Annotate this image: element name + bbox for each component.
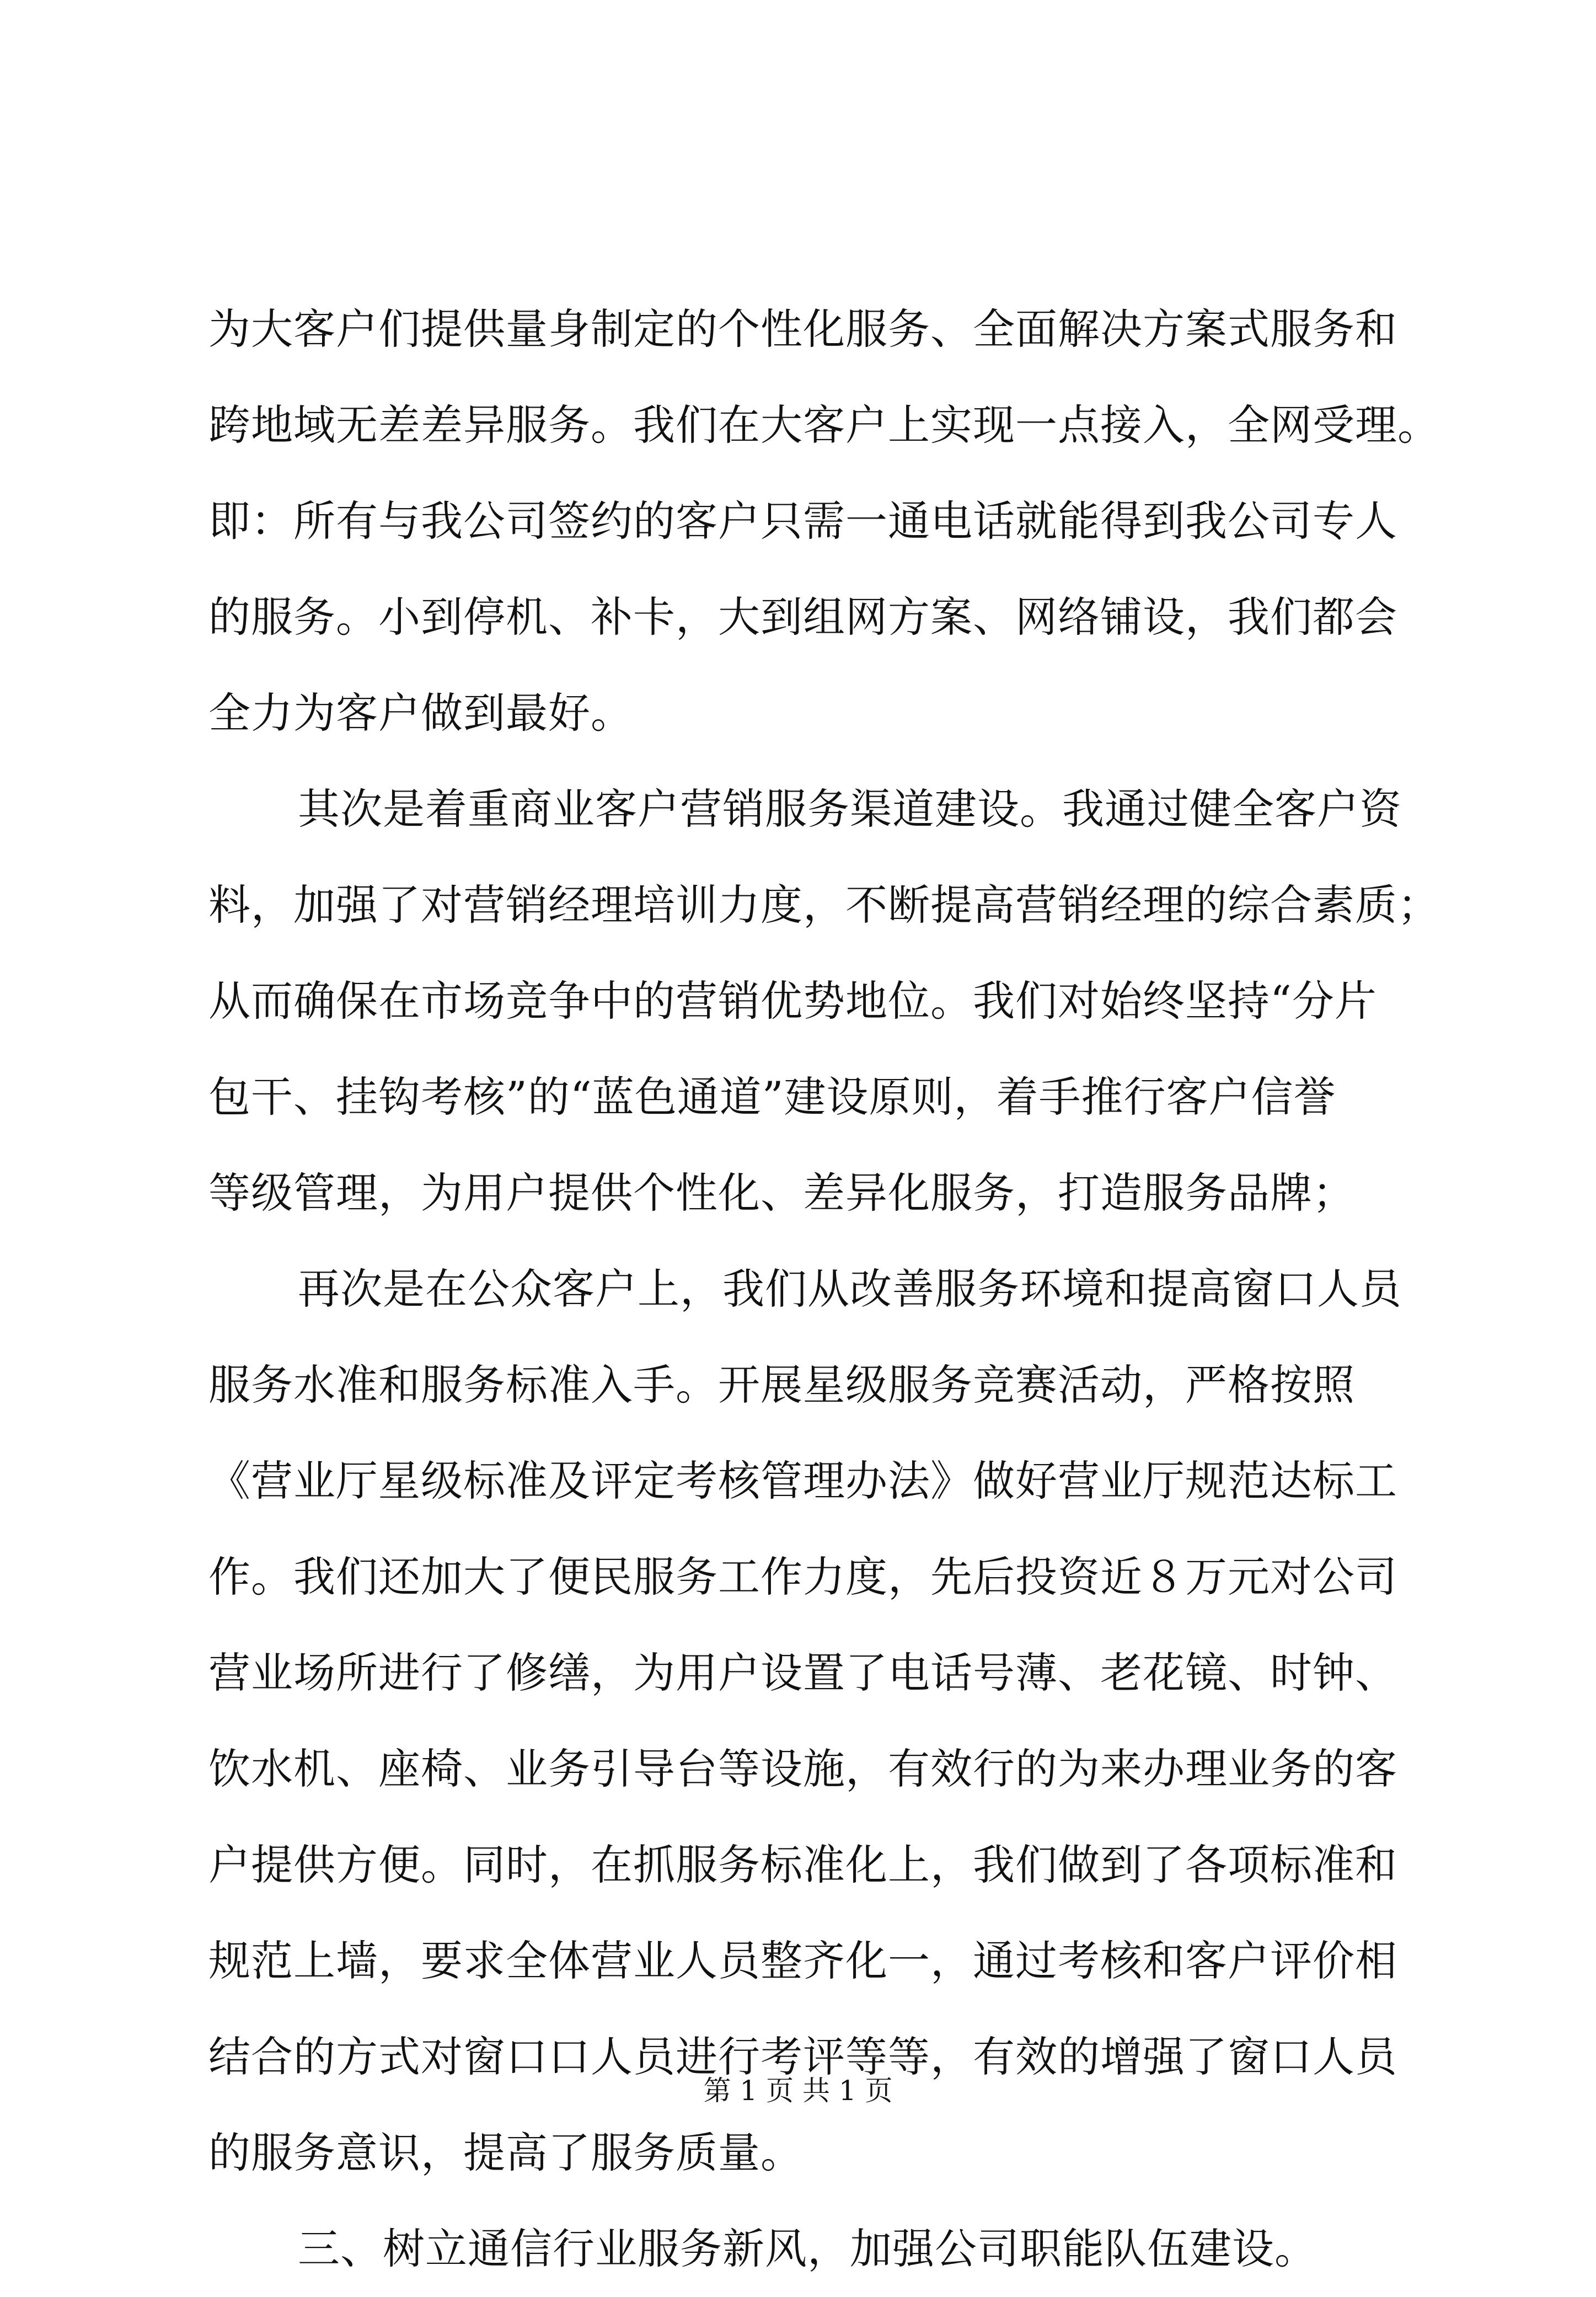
text-line: 跨地域无差差异服务。我们在大客户上实现一点接入，全网受理。 xyxy=(208,400,1440,450)
text-line: 包干、挂钩考核”的“蓝色通道”建设原则，着手推行客户信誉 xyxy=(208,1072,1336,1121)
text-line: 全力为客户做到最好。 xyxy=(208,688,633,738)
text-line: 《营业厅星级标准及评定考核管理办法》做好营业厅规范达标工 xyxy=(208,1456,1397,1505)
text-line: 户提供方便。同时，在抓服务标准化上，我们做到了各项标准和 xyxy=(208,1840,1397,1889)
page-footer: 第 1 页 共 1 页 xyxy=(703,2075,893,2107)
text-line: 的服务意识，提高了服务质量。 xyxy=(208,2128,803,2177)
text-line: 规范上墙，要求全体营业人员整齐化一，通过考核和客户评价相 xyxy=(208,1936,1397,1985)
text-line: 的服务。小到停机、补卡，大到组网方案、网络铺设，我们都会 xyxy=(208,592,1397,642)
text-line: 作。我们还加大了便民服务工作力度，先后投资近８万元对公司 xyxy=(208,1552,1397,1601)
text-line: 营业场所进行了修缮，为用户设置了电话号薄、老花镜、时钟、 xyxy=(208,1648,1397,1697)
text-line: 即：所有与我公司签约的客户只需一通电话就能得到我公司专人 xyxy=(208,496,1397,546)
paragraph-first-line: 其次是着重商业客户营销服务渠道建设。我通过健全客户资 xyxy=(298,784,1402,834)
text-line: 料，加强了对营销经理培训力度，不断提高营销经理的综合素质； xyxy=(208,880,1440,930)
paragraph-first-line: 再次是在公众客户上，我们从改善服务环境和提高窗口人员 xyxy=(298,1264,1402,1313)
text-line: 饮水机、座椅、业务引导台等设施，有效行的为来办理业务的客 xyxy=(208,1744,1397,1793)
document-body xyxy=(208,281,1440,2297)
text-line: 从而确保在市场竞争中的营销优势地位。我们对始终坚持“分片 xyxy=(208,976,1377,1025)
text-line: 为大客户们提供量身制定的个性化服务、全面解决方案式服务和 xyxy=(208,305,1397,354)
section-heading: 三、树立通信行业服务新风，加强公司职能队伍建设。 xyxy=(298,2224,1317,2273)
text-line: 结合的方式对窗口口人员进行考评等等，有效的增强了窗口人员 xyxy=(208,2032,1397,2081)
text-line: 服务水准和服务标准入手。开展星级服务竞赛活动，严格按照 xyxy=(208,1360,1355,1409)
text-line: 等级管理，为用户提供个性化、差异化服务，打造服务品牌； xyxy=(208,1168,1355,1217)
